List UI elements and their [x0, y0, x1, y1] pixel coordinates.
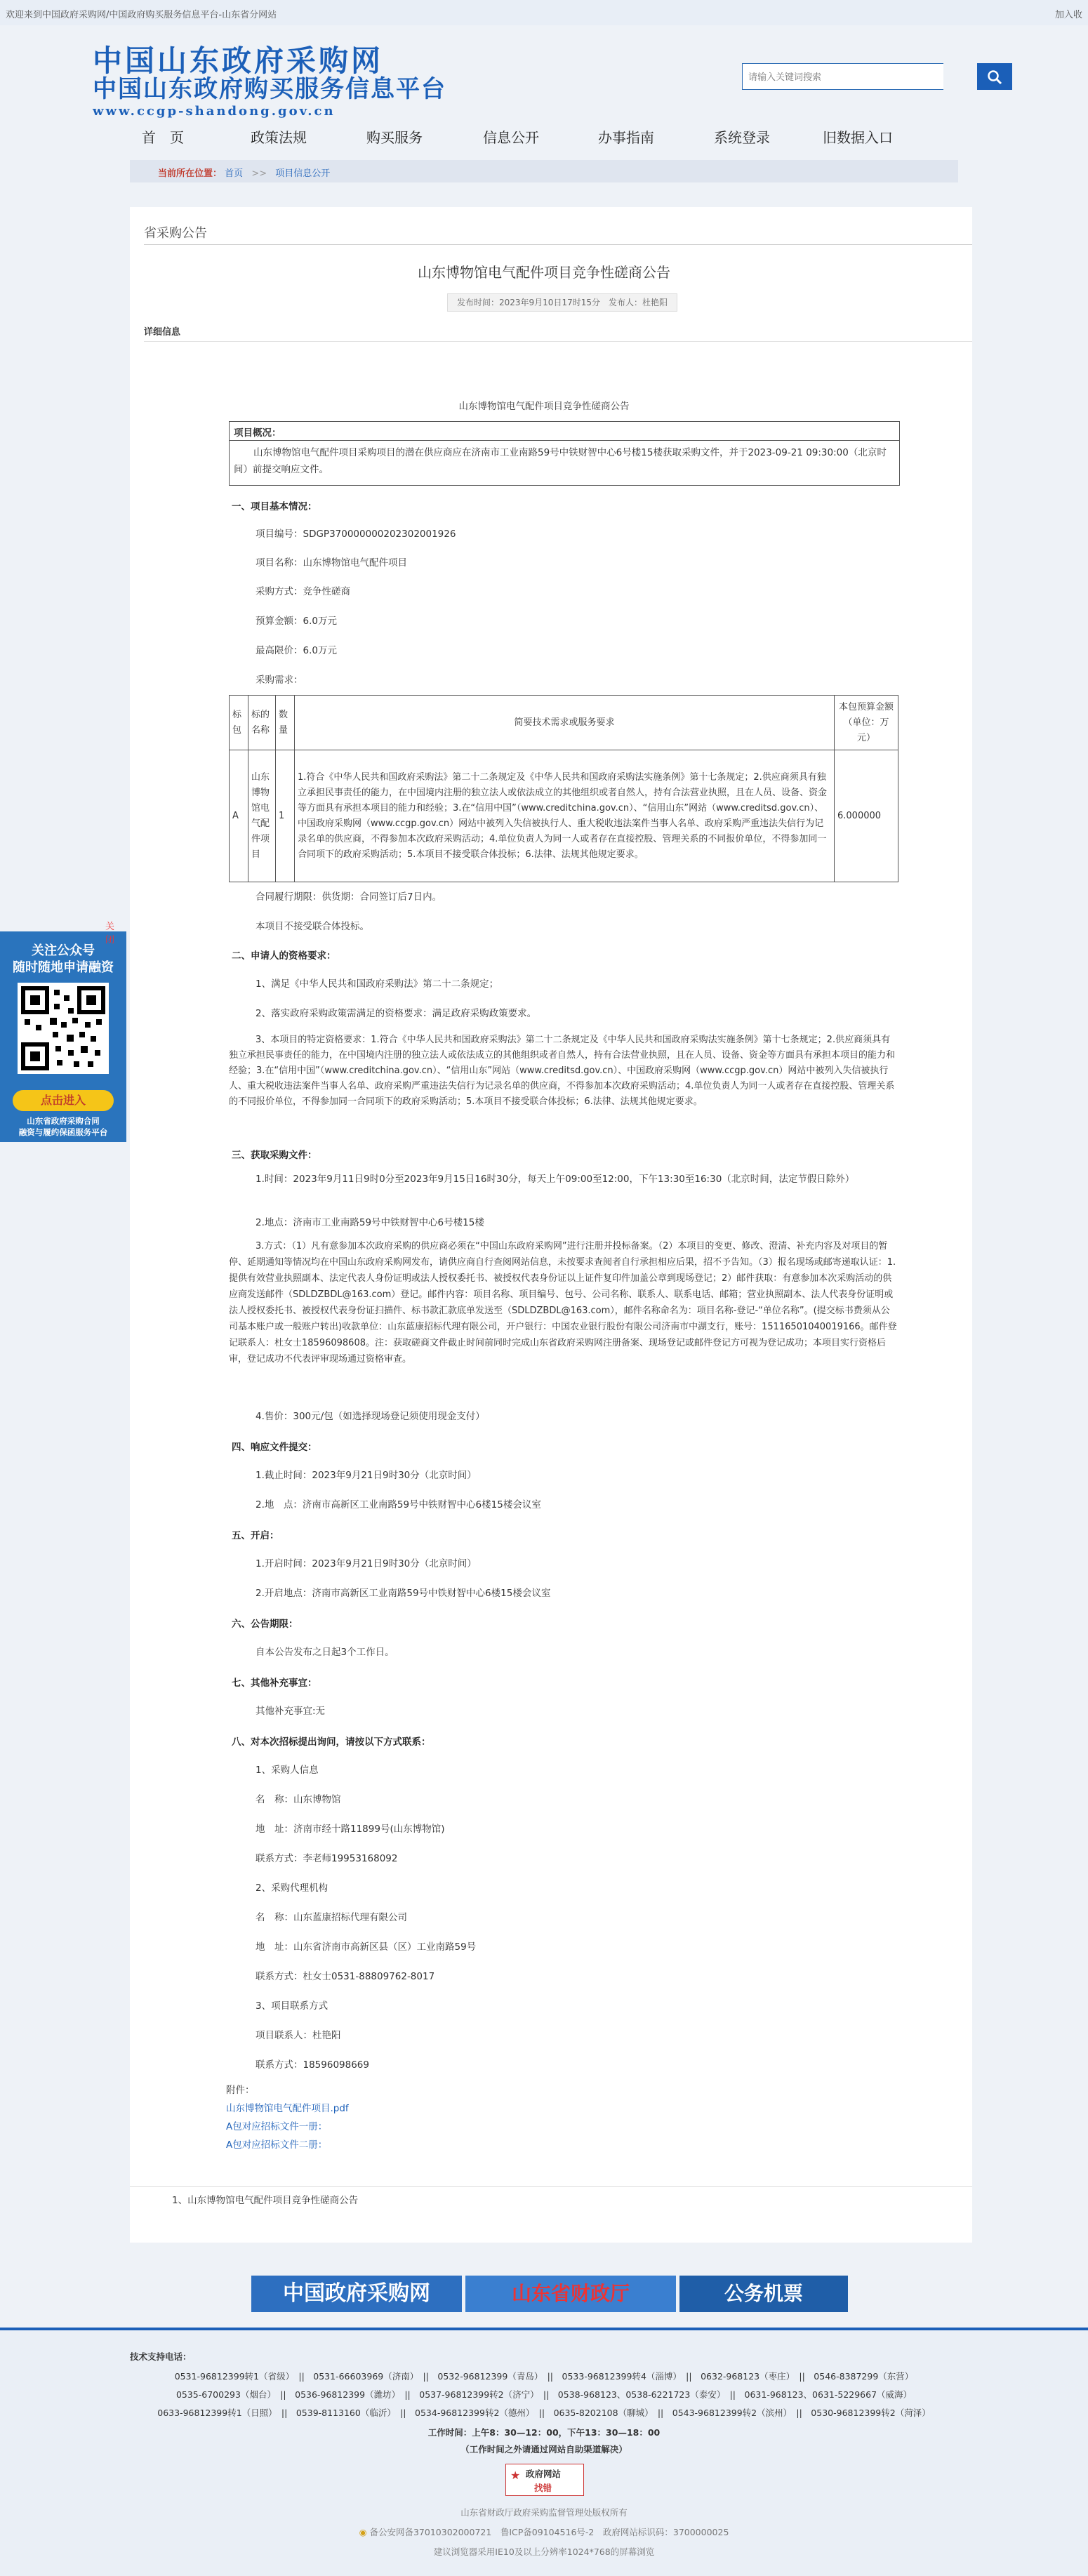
ad-subtitle [0, 1115, 126, 1138]
welcome-text: 欢迎来到中国政府采购网/中国政府购买服务信息平台-山东省分网站 [6, 10, 277, 20]
banner-ccgp[interactable]: 中国政府采购网 [251, 2276, 462, 2312]
no-consortium: 本项目不接受联合体投标。 [256, 921, 369, 932]
ad-title-line1: 关注公众号 [32, 943, 95, 958]
section-6-title: 六、公告期限： [232, 1619, 298, 1630]
nav-old-data[interactable]: 旧数据入口 [823, 129, 893, 146]
doc-price: 4.售价：300元/包（如选择现场登记须使用现金支付） [256, 1411, 485, 1422]
qual-3: 3、本项目的特定资格要求：1.符合《中华人民共和国政府采购法》第二十二条规定及《中华人民共和国政府采购法实施条例》第十七条规定；2.供应商须具有独立承担民事责任的能力，在中国境内注册的独立法人或依法成立的其他组织或者自然人，持有合法营业执照，且在人员、设备、资金等方面具有承担本项目的能力和经验；3.在“信用中国”（www.creditchina.gov.cn）、“信用山东”网站（www.creditsd.gov.cn）、中国政府采购网（www.ccgp.gov.cn）网站中被列入失信被执行人、重大税收违法案件当事人名单、政府采购严重违法失信行为记录名单的供应商，不得参加本次政府采购活动；4.单位负责人为同一人或者存在直接控股、管理关系的不同报价单位，不得参加同一合同项下的政府采购活动；5.本项目不接受联合体投标；6.法律、法规其他规定要求。 [229, 1035, 896, 1107]
procure-needs: 采购需求： [256, 675, 303, 686]
ad-subtitle-line2: 融资与履约保函服务平台 [18, 1127, 108, 1137]
table-cell: 1.符合《中华人民共和国政府采购法》第二十二条规定及《中华人民共和国政府采购法实施条例》第十七条规定；2.供应商须具有独立承担民事责任的能力，在中国境内注册的独立法人或依法成立的其他组织或者自然人，持有合法营业执照，且在人员、设备、资金等方面具有承担本项目的能力和经验；3.在“信用中国”（www.creditchina.gov.cn）、“信用山东”网站（www.creditsd.gov.cn）、中国政府采购网（www.ccgp.gov.cn）网站中被列入失信被执行人、重大税收违法案件当事人名单、政府采购严重违法失信行为记录名单的供应商，不得参加本次政府采购活动；4.单位负责人为同一人或者存在直接控股、管理关系的不同报价单位，不得参加同一合同项下的政府采购活动；5.本项目不接受联合体投标；6.法律、法规其他规定要求。 [295, 750, 835, 882]
gov-badge-line1: 政府网站 [526, 2469, 562, 2479]
obtain-place: 2.地点：济南市工业南路59号中铁财智中心6号楼15楼 [256, 1217, 484, 1228]
nav-home[interactable]: 首 页 [142, 129, 184, 146]
enter-button[interactable]: 点击进入 [13, 1090, 114, 1111]
work-hours-note: （工作时间之外请通过网站自助渠道解决） [460, 2444, 628, 2455]
overview-label: 项目概况： [234, 427, 281, 439]
project-number: 项目编号：SDGP370000000202302001926 [256, 529, 456, 540]
obtain-method: 3.方式：（1）凡有意参加本次政府采购的供应商必须在“中国山东政府采购网”进行注册并投标备案。（2）本项目的变更、修改、澄清、补充内容及对项目的暂停、延期通知等情况均在中国山东政府采购网发布，请供应商自行查阅网站信息，未按要求查阅者自行承担相应后果，招不予告知。（3）报名现场或邮寄递取认证：1.提供有效营业执照副本、法定代表人身份证明或法人授权委托书、被授权代表身份证以上证件复印件加盖公章到现场登记；2）邮件获取：有意参加本次采购活动的供应商发送邮件（SDLDZBDL@163.com）登记。邮件内容：项目名称、项目编号、包号、公司名称、联系人、联系电话、邮箱；营业执照副本、法人代表身份证明或法人授权委托书、被授权代表身份证扫描件、标书款汇款底单发送至（SDLDZBDL@163.com），邮件名称命名为：项目名称-登记-“单位名称”。(提交标书费须从公司基本账户或一般账户转出)收款单位：山东蓝康招标代理有限公司，开户银行：中国农业银行股份有限公司济南市中湖支行，账号：15116501040019166。邮件登记联系人：杜女士18596098608。注：获取磋商文件截止时间前同时完成山东省政府采购网注册备案、现场登记或邮件登记方可视为登记成功；本项目实行资格后审，登记成功不代表评审现场通过资格审查。 [229, 1241, 897, 1365]
overview-box [229, 421, 900, 486]
contact-line: 联系方式：18596098669 [256, 2059, 369, 2071]
table-header: 简要技术需求或服务要求 [295, 696, 835, 750]
contact-line: 2、采购代理机构 [256, 1883, 329, 1894]
related-link[interactable]: 1、山东博物馆电气配件项目竞争性磋商公告 [172, 2195, 359, 2206]
table-row [230, 750, 898, 882]
breadcrumb [130, 160, 958, 182]
contact-line: 名 称：山东蓝康招标代理有限公司 [256, 1912, 407, 1923]
section-title: 省采购公告 [144, 226, 207, 241]
table-cell: A [230, 750, 248, 882]
site-logo[interactable] [93, 45, 446, 119]
overview-text: 山东博物馆电气配件项目采购项目的潜在供应商应在济南市工业南路59号中铁财智中心6号楼15楼获取采购文件，并于2023-09-21 09:30:00（北京时间）前提交响应文件。 [234, 447, 887, 475]
section-3-title: 三、获取采购文件： [232, 1150, 317, 1161]
contact-line: 项目联系人：杜艳阳 [256, 2030, 341, 2041]
contact-line: 地 址：山东省济南市高新区县（区）工业南路59号 [256, 1941, 477, 1953]
contact-line: 联系方式：杜女士0531-88809762-8017 [256, 1971, 435, 1982]
search-input[interactable] [743, 64, 943, 89]
contact-line: 联系方式：李老师19953168092 [256, 1853, 398, 1864]
contact-line: 地 址：济南市经十路11899号(山东博物馆) [256, 1824, 445, 1835]
budget-amount: 预算金额：6.0万元 [256, 616, 337, 627]
top-bar [0, 0, 1088, 25]
nav-purchase-service[interactable]: 购买服务 [366, 129, 423, 146]
table-cell: 6.000000 [835, 750, 898, 882]
deadline: 1.截止时间：2023年9月21日9时30分（北京时间） [256, 1470, 477, 1481]
other-info: 其他补充事宜:无 [256, 1706, 326, 1717]
contract-term: 合同履行期限：供货期：合同签订后7日内。 [256, 891, 442, 903]
section-5-title: 五、开启： [232, 1530, 279, 1541]
browser-note: 建议浏览器采用IE10及以上分辨率1024*768的屏幕浏览 [433, 2547, 655, 2557]
nav-login[interactable]: 系统登录 [714, 129, 770, 146]
divider [144, 341, 972, 342]
table-header: 数量 [276, 696, 295, 750]
table-header: 标的名称 [248, 696, 276, 750]
qual-1: 1、满足《中华人民共和国政府采购法》第二十二条规定； [256, 978, 499, 990]
attachment-link[interactable]: A包对应招标文件二册： [226, 2139, 328, 2151]
attachment-link[interactable]: A包对应招标文件一册： [226, 2121, 328, 2132]
breadcrumb-sep: >> [251, 168, 267, 179]
max-price: 最高限价：6.0万元 [256, 645, 337, 656]
doc-meta: 发布时间：2023年9月10日17时15分 发布人：杜艳阳 [447, 293, 677, 312]
detail-label: 详细信息 [144, 327, 181, 338]
table-header: 本包预算金额（单位：万元） [835, 696, 898, 750]
gov-badge-icon: ★ [510, 2469, 521, 2482]
partner-banners [0, 2276, 1088, 2312]
close-ad-button[interactable]: 关 闭 [105, 922, 115, 945]
contact-line: 3、项目联系方式 [256, 2000, 329, 2012]
breadcrumb-label: 当前所在位置： [158, 168, 223, 179]
section-7-title: 七、其他补充事宜： [232, 1678, 317, 1689]
logo-line-1: 中国山东政府采购网 [93, 44, 384, 78]
gov-badge-line2: 找错 [534, 2483, 552, 2493]
table-cell: 1 [276, 750, 295, 882]
obtain-time: 1.时间：2023年9月11日9时0分至2023年9月15日16时30分，每天上午09:00至12:00，下午13:30至16:30（北京时间，法定节假日除外） [256, 1174, 855, 1185]
icp-text: 备公安网备37010302000721 鲁ICP备09104516号-2 政府网站标识码：3700000025 [369, 2527, 729, 2537]
ad-title-line2: 随时随地申请融资 [13, 960, 114, 975]
requirements-table [229, 695, 898, 882]
add-favorite-link[interactable]: 加入收 [1054, 10, 1082, 20]
gov-error-badge[interactable] [505, 2464, 584, 2496]
support-phones: 0535-6700293（烟台） || 0536-96812399（潍坊） || 0537-96812399转2（济宁） || 0538-968123、0538-6221723（泰安） || 0631-968123、0631-5229667（威海） [175, 2389, 913, 2400]
content-heading: 山东博物馆电气配件项目竞争性磋商公告 [458, 401, 630, 412]
attachments-label: 附件： [226, 2085, 255, 2096]
related-links [130, 2186, 972, 2214]
side-ad [0, 922, 126, 1142]
support-phones: 0531-96812399转1（省级） || 0531-66603969（济南） || 0532-96812399（青岛） || 0533-96812399转4（淄博） || 0632-968123（枣庄） || 0546-8387299（东营） [174, 2371, 914, 2382]
table-header: 标包 [230, 696, 248, 750]
breadcrumb-home[interactable]: 首页 [225, 168, 244, 179]
qr-code-icon [18, 983, 109, 1074]
attachment-link[interactable]: 山东博物馆电气配件项目.pdf [226, 2103, 349, 2114]
qual-2: 2、落实政府采购政策需满足的资格要求：满足政府采购政策要求。 [256, 1008, 537, 1019]
banner-sd-finance[interactable]: 山东省财政厅 [465, 2276, 676, 2312]
open-place: 2.开启地点：济南市高新区工业南路59号中铁财智中心6楼15楼会议室 [256, 1588, 551, 1599]
ad-subtitle-line1: 山东省政府采购合同 [27, 1116, 100, 1126]
copyright: 山东省财政厅政府采购监督管理处版权所有 [460, 2507, 628, 2518]
search-icon [987, 69, 1002, 85]
project-name: 项目名称：山东博物馆电气配件项目 [256, 557, 407, 569]
contact-line: 1、采购人信息 [256, 1765, 319, 1776]
open-time: 1.开启时间：2023年9月21日9时30分（北京时间） [256, 1558, 477, 1569]
footer [0, 2328, 1088, 2576]
tech-support-label: 技术支持电话： [130, 2351, 192, 2362]
submit-place: 2.地 点：济南市高新区工业南路59号中铁财智中心6楼15楼会议室 [256, 1499, 541, 1511]
section-4-title: 四、响应文件提交： [232, 1442, 317, 1453]
icp-info [0, 2525, 1088, 2538]
nav-info-public[interactable]: 信息公开 [483, 129, 539, 146]
search-button[interactable] [977, 63, 1012, 90]
nav-guide[interactable]: 办事指南 [598, 129, 654, 146]
doc-title: 山东博物馆电气配件项目竞争性磋商公告 [418, 264, 670, 281]
police-badge-icon: ◉ [359, 2527, 367, 2537]
notice-period: 自本公告发布之日起3个工作日。 [256, 1647, 394, 1658]
section-8-title: 八、对本次招标提出询问，请按以下方式联系： [232, 1737, 431, 1748]
section-1-title: 一、项目基本情况： [232, 501, 317, 512]
search-box [742, 63, 943, 90]
main-nav [0, 117, 1088, 157]
divider [144, 244, 972, 245]
section-2-title: 二、申请人的资格要求： [232, 950, 336, 962]
procure-method: 采购方式：竞争性磋商 [256, 586, 350, 597]
table-cell: 山东博物馆电气配件项目 [248, 750, 276, 882]
header [0, 25, 1088, 119]
logo-line-2: 中国山东政府购买服务信息平台 [93, 75, 446, 103]
support-phones: 0633-96812399转1（日照） || 0539-8113160（临沂） || 0534-96812399转2（德州） || 0635-8202108（聊城） || 0543-96812399转2（滨州） || 0530-96812399转2（菏泽） [157, 2408, 931, 2418]
logo-url: www.ccgp-shandong.gov.cn [93, 104, 336, 119]
ad-title [0, 943, 126, 976]
breadcrumb-current[interactable]: 项目信息公开 [275, 168, 331, 179]
contact-line: 名 称：山东博物馆 [256, 1794, 341, 1805]
banner-air-ticket[interactable]: 公务机票 [679, 2276, 848, 2312]
nav-policy[interactable]: 政策法规 [251, 129, 307, 146]
work-hours: 工作时间：上午8：30—12：00，下午13：30—18：00 [427, 2427, 661, 2438]
